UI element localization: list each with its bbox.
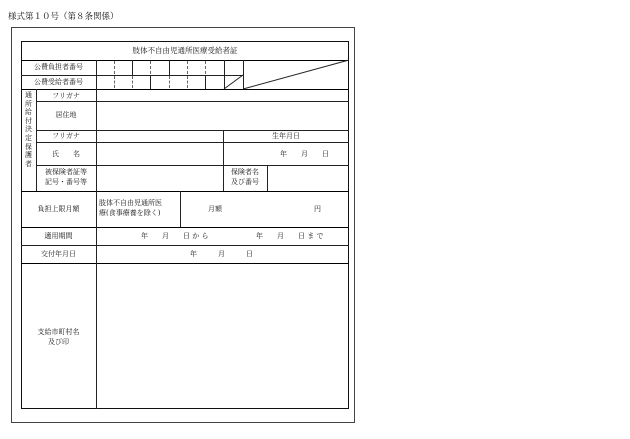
recipient-digit-divider [169,76,170,88]
birthdate-ymd: 年 月 日 [280,150,329,158]
insurance-card-label-2: 記号・番号等 [45,178,87,186]
period-to: 年 月 日 ま で [256,232,324,240]
yen-label: 円 [314,205,321,213]
insurer-label-1: 保険者名 [231,168,259,176]
recipient-section-label: 通所給付決定保護者 [25,91,32,168]
unused-area-strike [243,60,349,89]
municipality-label-2: 及び印 [48,338,69,346]
rule-cap-column [180,191,181,227]
insurer-label-2: 及び番号 [231,178,259,186]
certificate-title: 肢体不自由児通所医療受給者証 [132,46,238,55]
birthdate-label: 生年月日 [272,132,300,140]
issue-date-value: 年 月 日 [190,250,253,258]
cap-desc-2: 療(食事療養を除く) [99,209,161,217]
rule-cap [21,227,349,228]
payer-box-divider [224,60,225,75]
recipient-digit-divider [187,76,188,88]
insurance-card-label-1: 被保険者証等 [45,168,87,176]
rule-period [21,245,349,246]
furigana-label: フリガナ [52,92,80,100]
rule-issue [21,263,349,264]
municipality-label-1: 支給市町村名 [37,328,80,336]
recipient-box-divider [205,75,206,89]
form-number-label: 様式第１０号（第８条関係） [8,12,119,22]
rule-address [36,130,349,131]
payer-box-divider [132,60,133,75]
payer-digit-divider [187,61,188,74]
issue-date-label: 交付年月日 [41,250,76,258]
name-label: 氏 名 [52,150,80,158]
rule-insurer-column [267,165,268,191]
monthly-label: 月額 [208,205,222,213]
recipient-box-divider [150,75,151,89]
public-payer-label: 公費負担者番号 [34,63,83,71]
rule-recipient [21,89,349,90]
period-label: 適用期間 [44,232,73,240]
payer-digit-divider [114,61,115,74]
payer-digit-divider [150,61,151,74]
check-digit-strike [224,75,244,89]
cap-desc-1: 肢体不自由児通所医 [99,199,162,207]
rule-name [36,165,349,166]
payer-box-divider [169,60,170,75]
address-label: 居住地 [55,111,77,119]
rule-furigana-2 [36,142,349,143]
period-from: 年 月 日 か ら [141,232,209,240]
rule-label-column [96,60,97,409]
cap-label: 負担上限月額 [37,205,80,213]
public-recipient-label: 公費受給者番号 [34,78,83,86]
recipient-digit-divider [114,76,115,88]
recipient-digit-divider [132,76,133,88]
payer-digit-divider [205,61,206,74]
furigana-label-2: フリガナ [52,132,80,140]
rule-insurance [21,191,349,192]
rule-furigana [36,101,349,102]
